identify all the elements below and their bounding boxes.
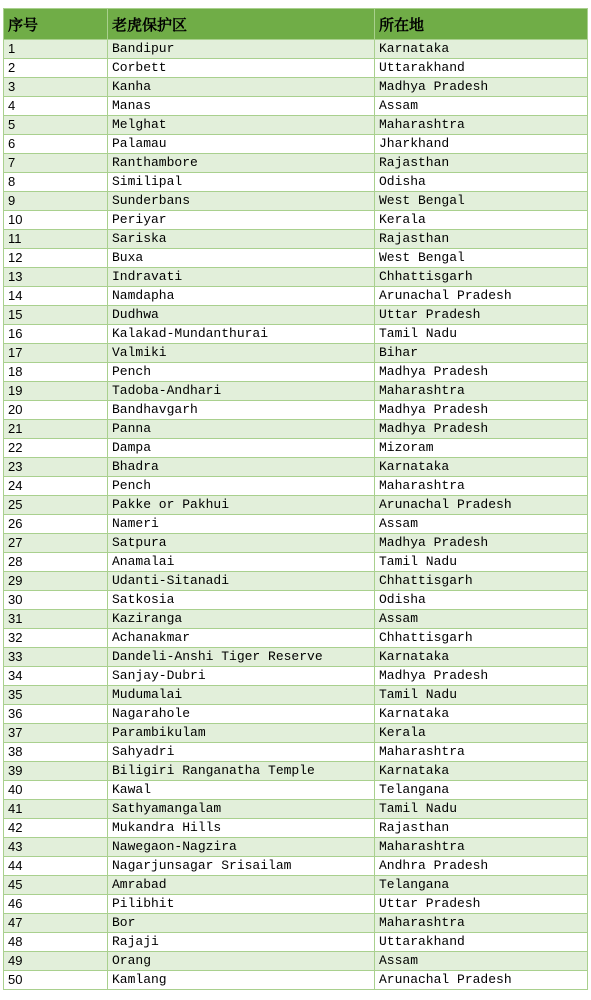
table-row: [4, 192, 588, 211]
table-row: [4, 629, 588, 648]
cell-location: Tamil Nadu: [375, 325, 588, 344]
cell-reserve: Mudumalai: [108, 686, 375, 705]
cell-index: 49: [4, 952, 108, 971]
cell-location: Madhya Pradesh: [375, 667, 588, 686]
cell-index: 41: [4, 800, 108, 819]
cell-reserve: Buxa: [108, 249, 375, 268]
cell-location: Chhattisgarh: [375, 572, 588, 591]
cell-index: 33: [4, 648, 108, 667]
cell-reserve: Pakke or Pakhui: [108, 496, 375, 515]
cell-location: Uttarakhand: [375, 59, 588, 78]
cell-location: Tamil Nadu: [375, 553, 588, 572]
cell-index: 34: [4, 667, 108, 686]
cell-reserve: Melghat: [108, 116, 375, 135]
cell-location: Maharashtra: [375, 477, 588, 496]
table-row: [4, 496, 588, 515]
table-row: [4, 344, 588, 363]
cell-location: Arunachal Pradesh: [375, 971, 588, 990]
cell-index: 23: [4, 458, 108, 477]
cell-index: 15: [4, 306, 108, 325]
table-row: [4, 933, 588, 952]
table-row: [4, 534, 588, 553]
cell-reserve: Pilibhit: [108, 895, 375, 914]
table-row: [4, 249, 588, 268]
cell-index: 24: [4, 477, 108, 496]
cell-location: Telangana: [375, 876, 588, 895]
table-row: [4, 610, 588, 629]
table-row: [4, 515, 588, 534]
cell-index: 42: [4, 819, 108, 838]
table-row: [4, 857, 588, 876]
cell-location: Bihar: [375, 344, 588, 363]
cell-index: 47: [4, 914, 108, 933]
cell-reserve: Pench: [108, 477, 375, 496]
cell-reserve: Ranthambore: [108, 154, 375, 173]
cell-index: 19: [4, 382, 108, 401]
cell-location: Assam: [375, 515, 588, 534]
table-row: [4, 971, 588, 990]
cell-reserve: Dudhwa: [108, 306, 375, 325]
cell-index: 13: [4, 268, 108, 287]
cell-index: 39: [4, 762, 108, 781]
table-row: [4, 230, 588, 249]
cell-reserve: Bandipur: [108, 40, 375, 59]
cell-reserve: Indravati: [108, 268, 375, 287]
cell-reserve: Kawal: [108, 781, 375, 800]
cell-index: 9: [4, 192, 108, 211]
cell-location: Kerala: [375, 724, 588, 743]
cell-location: Maharashtra: [375, 743, 588, 762]
table-row: [4, 838, 588, 857]
cell-reserve: Achanakmar: [108, 629, 375, 648]
cell-reserve: Sathyamangalam: [108, 800, 375, 819]
cell-reserve: Nagarjunsagar Srisailam: [108, 857, 375, 876]
table-row: [4, 477, 588, 496]
cell-location: Madhya Pradesh: [375, 78, 588, 97]
cell-index: 40: [4, 781, 108, 800]
cell-location: Madhya Pradesh: [375, 401, 588, 420]
cell-location: Rajasthan: [375, 154, 588, 173]
cell-index: 48: [4, 933, 108, 952]
cell-location: Karnataka: [375, 648, 588, 667]
table-row: [4, 781, 588, 800]
table-row: [4, 211, 588, 230]
table-row: [4, 59, 588, 78]
table-row: [4, 952, 588, 971]
table-row: [4, 667, 588, 686]
table-row: [4, 268, 588, 287]
cell-index: 37: [4, 724, 108, 743]
cell-location: Chhattisgarh: [375, 268, 588, 287]
table-row: [4, 287, 588, 306]
table-row: [4, 40, 588, 59]
cell-location: Karnataka: [375, 40, 588, 59]
table-row: [4, 724, 588, 743]
cell-index: 29: [4, 572, 108, 591]
cell-reserve: Nagarahole: [108, 705, 375, 724]
cell-location: Karnataka: [375, 458, 588, 477]
cell-index: 27: [4, 534, 108, 553]
cell-location: Assam: [375, 952, 588, 971]
cell-location: Madhya Pradesh: [375, 534, 588, 553]
table-row: [4, 382, 588, 401]
table-row: [4, 116, 588, 135]
cell-reserve: Palamau: [108, 135, 375, 154]
cell-index: 31: [4, 610, 108, 629]
header-index: 序号: [4, 9, 108, 40]
cell-reserve: Amrabad: [108, 876, 375, 895]
cell-location: Chhattisgarh: [375, 629, 588, 648]
cell-location: Tamil Nadu: [375, 686, 588, 705]
cell-reserve: Panna: [108, 420, 375, 439]
table-row: [4, 762, 588, 781]
cell-reserve: Sunderbans: [108, 192, 375, 211]
cell-index: 21: [4, 420, 108, 439]
table-row: [4, 306, 588, 325]
cell-index: 35: [4, 686, 108, 705]
cell-location: Telangana: [375, 781, 588, 800]
cell-location: Maharashtra: [375, 382, 588, 401]
cell-index: 32: [4, 629, 108, 648]
cell-index: 8: [4, 173, 108, 192]
cell-location: Mizoram: [375, 439, 588, 458]
table-row: [4, 363, 588, 382]
cell-index: 36: [4, 705, 108, 724]
cell-location: Uttar Pradesh: [375, 306, 588, 325]
cell-index: 46: [4, 895, 108, 914]
table-row: [4, 439, 588, 458]
cell-location: Maharashtra: [375, 914, 588, 933]
table-row: [4, 819, 588, 838]
cell-reserve: Dampa: [108, 439, 375, 458]
table-row: [4, 800, 588, 819]
cell-reserve: Bhadra: [108, 458, 375, 477]
table-row: [4, 154, 588, 173]
cell-index: 44: [4, 857, 108, 876]
table-row: [4, 572, 588, 591]
cell-index: 10: [4, 211, 108, 230]
cell-reserve: Kaziranga: [108, 610, 375, 629]
header-row: [4, 9, 588, 40]
table-row: [4, 420, 588, 439]
cell-location: West Bengal: [375, 249, 588, 268]
cell-location: Kerala: [375, 211, 588, 230]
cell-location: Rajasthan: [375, 230, 588, 249]
table-body: [4, 40, 588, 990]
cell-index: 43: [4, 838, 108, 857]
table-row: [4, 895, 588, 914]
cell-index: 3: [4, 78, 108, 97]
cell-location: Arunachal Pradesh: [375, 287, 588, 306]
cell-location: Maharashtra: [375, 116, 588, 135]
table-row: [4, 458, 588, 477]
cell-reserve: Valmiki: [108, 344, 375, 363]
cell-index: 18: [4, 363, 108, 382]
cell-reserve: Bor: [108, 914, 375, 933]
cell-reserve: Nawegaon-Nagzira: [108, 838, 375, 857]
cell-reserve: Nameri: [108, 515, 375, 534]
tiger-reserve-table: [3, 8, 588, 990]
cell-location: Karnataka: [375, 705, 588, 724]
table-row: [4, 686, 588, 705]
cell-location: Jharkhand: [375, 135, 588, 154]
cell-index: 45: [4, 876, 108, 895]
cell-index: 11: [4, 230, 108, 249]
cell-reserve: Udanti-Sitanadi: [108, 572, 375, 591]
cell-location: Arunachal Pradesh: [375, 496, 588, 515]
cell-reserve: Manas: [108, 97, 375, 116]
cell-location: Assam: [375, 97, 588, 116]
cell-index: 38: [4, 743, 108, 762]
cell-index: 5: [4, 116, 108, 135]
table-row: [4, 705, 588, 724]
cell-reserve: Sahyadri: [108, 743, 375, 762]
cell-reserve: Satkosia: [108, 591, 375, 610]
cell-location: Maharashtra: [375, 838, 588, 857]
cell-location: Uttarakhand: [375, 933, 588, 952]
cell-reserve: Sanjay-Dubri: [108, 667, 375, 686]
cell-index: 17: [4, 344, 108, 363]
cell-index: 30: [4, 591, 108, 610]
cell-reserve: Tadoba-Andhari: [108, 382, 375, 401]
cell-index: 20: [4, 401, 108, 420]
cell-reserve: Rajaji: [108, 933, 375, 952]
cell-location: Assam: [375, 610, 588, 629]
cell-index: 2: [4, 59, 108, 78]
table-row: [4, 97, 588, 116]
cell-reserve: Kamlang: [108, 971, 375, 990]
cell-location: Madhya Pradesh: [375, 420, 588, 439]
cell-index: 25: [4, 496, 108, 515]
cell-index: 26: [4, 515, 108, 534]
cell-reserve: Kanha: [108, 78, 375, 97]
cell-reserve: Namdapha: [108, 287, 375, 306]
cell-index: 7: [4, 154, 108, 173]
table-row: [4, 173, 588, 192]
cell-reserve: Orang: [108, 952, 375, 971]
table-row: [4, 914, 588, 933]
cell-index: 16: [4, 325, 108, 344]
table-row: [4, 325, 588, 344]
table-row: [4, 78, 588, 97]
cell-reserve: Kalakad-Mundanthurai: [108, 325, 375, 344]
table-row: [4, 401, 588, 420]
cell-index: 22: [4, 439, 108, 458]
header-location: 所在地: [375, 9, 588, 40]
cell-reserve: Sariska: [108, 230, 375, 249]
cell-index: 6: [4, 135, 108, 154]
cell-index: 14: [4, 287, 108, 306]
cell-index: 12: [4, 249, 108, 268]
table-row: [4, 135, 588, 154]
cell-location: Karnataka: [375, 762, 588, 781]
header-reserve: 老虎保护区: [108, 9, 375, 40]
table-row: [4, 743, 588, 762]
cell-location: Rajasthan: [375, 819, 588, 838]
cell-location: West Bengal: [375, 192, 588, 211]
cell-location: Madhya Pradesh: [375, 363, 588, 382]
cell-location: Tamil Nadu: [375, 800, 588, 819]
table-row: [4, 591, 588, 610]
table-row: [4, 648, 588, 667]
cell-reserve: Satpura: [108, 534, 375, 553]
table-row: [4, 553, 588, 572]
cell-reserve: Mukandra Hills: [108, 819, 375, 838]
cell-reserve: Parambikulam: [108, 724, 375, 743]
cell-reserve: Anamalai: [108, 553, 375, 572]
cell-reserve: Pench: [108, 363, 375, 382]
cell-reserve: Similipal: [108, 173, 375, 192]
cell-index: 1: [4, 40, 108, 59]
table-row: [4, 876, 588, 895]
cell-index: 28: [4, 553, 108, 572]
cell-location: Andhra Pradesh: [375, 857, 588, 876]
cell-reserve: Corbett: [108, 59, 375, 78]
cell-location: Uttar Pradesh: [375, 895, 588, 914]
cell-index: 4: [4, 97, 108, 116]
cell-reserve: Bandhavgarh: [108, 401, 375, 420]
cell-location: Odisha: [375, 173, 588, 192]
cell-reserve: Biligiri Ranganatha Temple: [108, 762, 375, 781]
cell-location: Odisha: [375, 591, 588, 610]
cell-index: 50: [4, 971, 108, 990]
cell-reserve: Dandeli-Anshi Tiger Reserve: [108, 648, 375, 667]
cell-reserve: Periyar: [108, 211, 375, 230]
